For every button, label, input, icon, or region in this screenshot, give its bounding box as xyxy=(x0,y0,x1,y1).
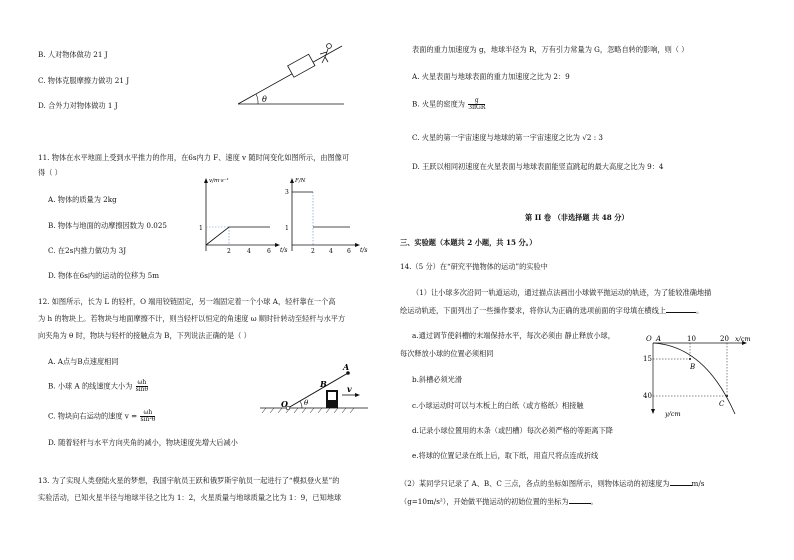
traj-x-tick-10: 10 xyxy=(687,335,696,343)
incline-angle-label: θ xyxy=(262,95,267,104)
q12-option-d: D. 随着轻杆与水平方向夹角的减小，物块速度先增大后减小 xyxy=(48,438,238,447)
velocity-time-graph xyxy=(196,176,296,256)
q13-option-d: D. 王跃以相同初速度在火星表面与地球表面能竖直跳起的最大高度之比为 9：4 xyxy=(412,162,664,171)
q12-option-c-text: C. 物块向右运动的速度 v = xyxy=(48,411,138,421)
v-graph-x-tick-6: 6 xyxy=(267,248,271,255)
f-graph-xlabel: t/s xyxy=(360,247,368,254)
v-graph-ylabel: v/m·s⁻¹ xyxy=(209,178,229,184)
q14-item-b: b.斜槽必须光滑 xyxy=(412,375,463,384)
q14-heading: 14.（5 分）在“研究平抛物体的运动”的实验中 xyxy=(400,262,548,271)
q11-stem-line1: 11. 物体在水平地面上受到水平推力的作用，在6s内力 F、速度 v 随时间变化如图所示，由图像可 xyxy=(38,153,350,162)
q11-option-b: B. 物体与地面的动摩擦因数为 0.025 xyxy=(48,221,167,230)
section3-title: 三、实验题（本题共 2 小题，共 15 分。） xyxy=(400,238,537,247)
q12-stem-line1: 12. 如图所示，长为 L 的轻杆，O 端用铰链固定，另一端固定着一个小球 A，轻杆靠在一个高 xyxy=(38,297,336,306)
q14-part2-end: 。 xyxy=(590,497,598,506)
q13-option-b-fraction xyxy=(468,98,485,111)
v-graph-x-tick-4: 4 xyxy=(247,248,251,255)
f-graph-ylabel: F/N xyxy=(295,178,306,184)
q14-part2-line1-text: （2）某同学只记录了 A、B、C 三点，各点的坐标如图所示，则物体运动的初速度为 xyxy=(400,479,670,488)
q14-part1-line1: （1）让小球多次沿同一轨道运动，通过描点法画出小球做平抛运动的轨迹，为了能较准确地描 xyxy=(412,288,712,297)
light-rod xyxy=(288,373,348,408)
q12-option-b-denominator: sinθ xyxy=(135,386,149,393)
q12-option-c-numerator: ωh xyxy=(140,410,155,417)
q12-option-b-text: B. 小球 A 的线速度大小为 xyxy=(48,381,133,391)
incline-figure xyxy=(232,40,382,110)
force-time-graph xyxy=(282,176,372,256)
v-graph-line xyxy=(206,227,270,245)
q14-part2-line2-text: （g=10m/s²），开始做平抛运动的初始位置的坐标为 xyxy=(400,497,569,506)
q14-part2-line2 xyxy=(400,496,598,506)
trajectory-figure xyxy=(645,332,765,422)
q14-item-e: e.将球的位置记录在纸上后，取下纸，用直尺将点连成折线 xyxy=(412,451,599,460)
traj-point-a: A xyxy=(656,335,662,343)
traj-y-tick-15: 15 xyxy=(643,355,652,363)
q14-part2-coord-blank[interactable] xyxy=(569,496,591,504)
q13-stem-line1: 13. 为了实现人类登陆火星的梦想，我国宇航员王跃和俄罗斯宇航员一起进行了“模拟登火星”的 xyxy=(38,476,340,485)
q12-option-b-numerator: ωh xyxy=(137,379,147,386)
q14-part1-answer-blank[interactable] xyxy=(666,305,696,313)
q12-option-c-fraction xyxy=(140,410,155,423)
traj-point-b: B xyxy=(690,363,696,371)
q12-stem-line2: 为 h 的物块上。若物块与地面摩擦不计，则当轻杆以恒定的角速度 ω 顺时针转动至轻杆与水平方 xyxy=(38,314,346,323)
traj-y-label: y/cm xyxy=(665,410,681,418)
f-graph-x-tick-4: 4 xyxy=(329,248,333,255)
q14-item-a-line2: 每次释放小球的位置必须相同 xyxy=(400,349,494,358)
part2-title: 第 II 卷 （非选择题 共 48 分） xyxy=(525,213,629,222)
q13-option-c-value: √2 : 3 xyxy=(582,133,603,142)
q12-option-c-denominator: sin²θ xyxy=(140,416,156,423)
rod-point-a: A xyxy=(343,362,350,372)
q14-item-c: c.小球运动时可以与木板上的白纸（或方格纸）相接触 xyxy=(412,401,584,410)
incline-block xyxy=(288,54,315,77)
q13-cont-line1: 表面的重力加速度为 g，地球半径为 R，万有引力常量为 G，忽略自转的影响，则（ ） xyxy=(412,45,689,54)
q14-part2-unit: m/s xyxy=(691,479,705,488)
v-graph-x-tick-2: 2 xyxy=(227,248,231,255)
q10-option-d: D. 合外力对物体做功 1 J xyxy=(38,101,118,110)
q14-part2-speed-blank[interactable] xyxy=(670,478,692,486)
traj-y-tick-40: 40 xyxy=(643,392,652,400)
q12-option-b-fraction xyxy=(136,380,148,393)
q10-option-b: B. 人对物体做功 21 J xyxy=(38,50,108,59)
f-graph-y-tick-1: 1 xyxy=(285,225,289,232)
q11-option-c: C. 在2s内推力做功为 3J xyxy=(48,246,127,255)
traj-origin-o: O xyxy=(646,335,652,343)
v-graph-xlabel: t/s xyxy=(280,247,288,254)
q11-stem-line2: 得（ ） xyxy=(38,168,62,177)
q13-stem-line2: 实验活动，已知火星半径与地球半径之比为 1：2，火星质量与地球质量之比为 1：9，已知地球 xyxy=(38,493,342,502)
q13-option-b-denominator: 3πGR xyxy=(468,104,486,111)
q12-option-c xyxy=(48,410,156,423)
v-graph-y-tick-1: 1 xyxy=(199,225,203,232)
q10-option-c: C. 物体克服摩擦力做功 21 J xyxy=(38,76,130,85)
rod-theta-label: θ xyxy=(304,399,309,407)
q13-option-c-text: C. 火星的第一宇宙速度与地球的第一宇宙速度之比为 xyxy=(412,133,580,142)
q12-option-b xyxy=(48,380,149,393)
traj-point-c: C xyxy=(719,400,725,408)
rod-block-figure xyxy=(258,362,378,415)
q13-option-b-numerator: g xyxy=(468,98,485,105)
q14-item-d: d.记录小球位置用的木条（或凹槽）每次必须严格的等距离下降 xyxy=(412,426,613,435)
q12-stem-line3: 向夹角为 θ 时，物块与轻杆的接触点为 B，下列说法正确的是（ ） xyxy=(38,331,251,340)
q14-part1-line2: 绘运动轨迹，下面列出了一些操作要求，将你认为正确的选项前面的字母填在横线上 。 xyxy=(400,306,704,315)
q13-option-b xyxy=(412,98,486,111)
q11-option-a: A. 物体的质量为 2kg xyxy=(48,195,117,204)
rod-point-b: B xyxy=(320,379,327,389)
rod-point-o: O xyxy=(281,399,288,409)
q14-part1-line2-text: 绘运动轨迹，下面列出了一些操作要求，将你认为正确的选项前面的字母填在横线上 xyxy=(400,306,666,315)
traj-x-tick-20: 20 xyxy=(720,335,729,343)
q11-option-d: D. 物体在6s内的运动的位移为 5m xyxy=(48,271,160,280)
rod-velocity-label: v xyxy=(347,384,352,394)
traj-x-label: x/cm xyxy=(735,335,751,343)
q14-item-a-line1: a.通过调节使斜槽的末端保持水平，每次必须由 静止释放小球， xyxy=(412,331,615,340)
q14-part2-line1 xyxy=(400,478,704,488)
f-graph-y-tick-3: 3 xyxy=(285,189,289,196)
q13-option-c xyxy=(412,133,603,142)
f-graph-x-tick-6: 6 xyxy=(347,248,351,255)
f-graph-x-tick-2: 2 xyxy=(311,248,315,255)
q13-option-b-text: B. 火星的密度为 xyxy=(412,99,465,109)
q12-option-a: A. A点与B点速度相同 xyxy=(48,357,119,366)
q13-option-a: A. 火星表面与地球表面的重力加速度之比为 2：9 xyxy=(412,72,570,81)
